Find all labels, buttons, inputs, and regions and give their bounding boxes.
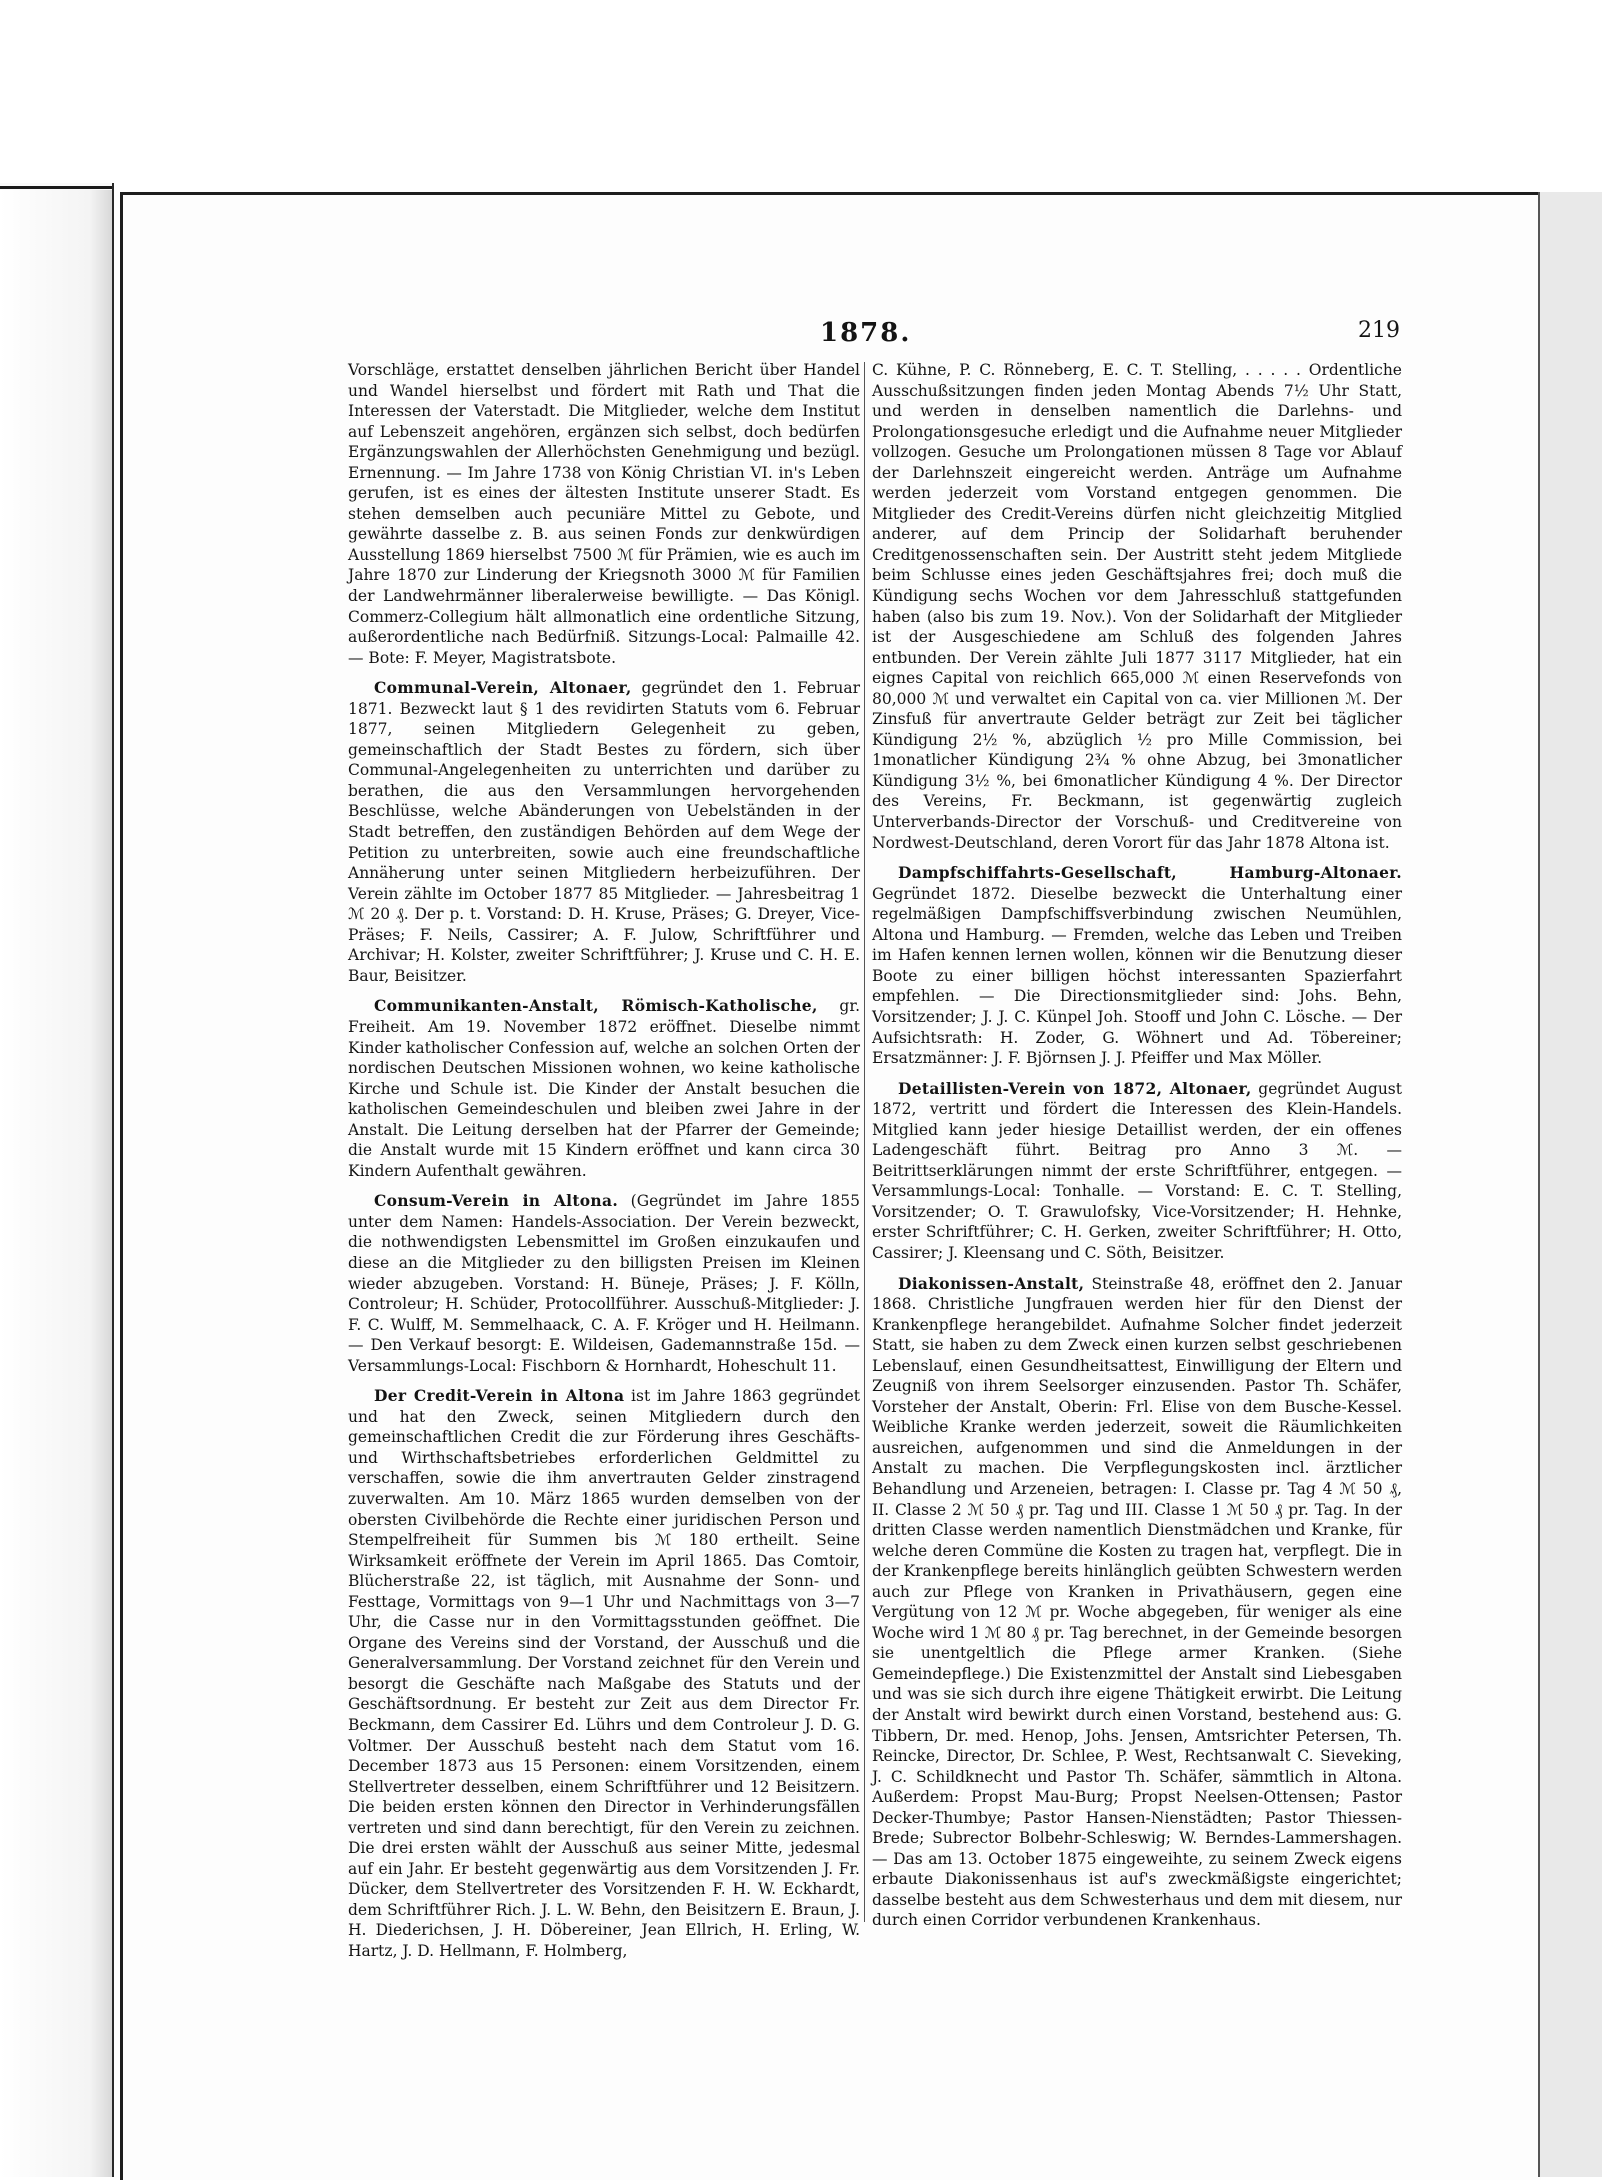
entry-title: Communal-Verein, Altonaer, xyxy=(374,678,632,698)
entry-title: Dampfschiffahrts-Gesellschaft, Hamburg-Altonaer. xyxy=(898,863,1402,883)
entry-consum-verein xyxy=(348,1191,860,1376)
spine-shadow xyxy=(0,190,112,2177)
entry-text: Gegründet 1872. Dieselbe bezweckt die Unterhaltung einer regelmäßigen Dampfschiffsverbindung zwischen Neumühlen, Altona und Hamburg. — Fremden, welche das Leben und Treiben im Hafen kennen lernen wollen, können wir die Benutzung dieser Boote zu einer billigen höchst interessanten Spazierfahrt empfehlen. — Die Directionsmitglieder sind: Johs. Behn, Vorsitzender; J. J. C. Künpel Joh. Stooff und John C. Lösche. — Der Aufsichtsrath: H. Zoder, G. Wöhnert und Ad. Töbereiner; Ersatzmänner: J. F. Björnsen J. J. Pfeiffer und Max Möller. xyxy=(872,884,1402,1068)
page-number: 219 xyxy=(1358,318,1400,343)
entry-continuation xyxy=(872,360,1402,853)
right-column xyxy=(872,360,1402,1940)
left-page-top-edge xyxy=(0,186,112,189)
entry-text: Vorschläge, erstattet denselben jährlichen Bericht über Handel und Wandel hierselbst und fördert mit Rath und That die Interessen der Vaterstadt. Die Mitglieder, welche dem Institut auf Lebenszeit angehören, ergänzen sich selbst, doch bedürfen Ergänzungswahlen der Allerhöchsten Genehmigung und bezügl. Ernennung. — Im Jahre 1738 von König Christian VI. in's Leben gerufen, ist es eines der ältesten Institute unserer Stadt. Es stehen demselben auch pecuniäre Mittel zu Gebote, und gewährte dasselbe z. B. aus seinen Fonds zur denkwürdigen Ausstellung 1869 hierselbst 7500 ℳ für Prämien, wie es auch im Jahre 1870 zur Linderung der Kriegsnoth 3000 ℳ für Familien der Landwehrmänner liberalerweise bewilligte. — Das Königl. Commerz-Collegium hält allmonatlich eine ordentliche Sitzung, außerordentliche nach Bedürfniß. Sitzungs-Local: Palmaille 42. — Bote: F. Meyer, Magistratsbote. xyxy=(348,361,860,667)
entry-title: Der Credit-Verein in Altona xyxy=(374,1386,625,1406)
entry-text: Steinstraße 48, eröffnet den 2. Januar 1868. Christliche Jungfrauen werden hier für den Dienst der Krankenpflege herangebildet. Aufnahme Solcher findet jederzeit Statt, sie haben zu dem Zweck einen kurzen selbst geschriebenen Lebenslauf, einen Gesundheitsattest, Einwilligung der Eltern und Zeugniß von ihrem Seelsorger einzusenden. Pastor Th. Schäfer, Vorsteher der Anstalt, Oberin: Frl. Elise von dem Busche-Kessel. Weibliche Kranke werden jederzeit, soweit die Räumlichkeiten ausreichen, aufgenommen und sind die Anmeldungen in der Anstalt zu machen. Die Verpflegungskosten incl. ärztlicher Behandlung und Arzeneien, betragen: I. Classe pr. Tag 4 ℳ 50 ₰, II. Classe 2 ℳ 50 ₰ pr. Tag und III. Classe 1 ℳ 50 ₰ pr. Tag. In der dritten Classe werden namentlich Dienstmädchen und Kranke, für welche deren Commüne die Kosten zu tragen hat, verpflegt. Die in der Krankenpflege bereits hinlänglich geübten Schwestern werden auch zur Pflege von Kranken in Privathäusern, gegen eine Vergütung von 12 ℳ pr. Woche abgegeben, für weniger als eine Woche wird 1 ℳ 80 ₰ pr. Tag berechnet, in der Gemeinde besorgen sie unentgeltlich die Pflege armer Kranken. (Siehe Gemeindepflege.) Die Existenzmittel der Anstalt sind Liebesgaben und was sie sich durch ihre eigene Thätigkeit erwirbt. Die Leitung der Anstalt wird bewirkt durch einen Vorstand, bestehend aus: G. Tibbern, Dr. med. Henop, Johs. Jensen, Amtsrichter Petersen, Th. Reincke, Director, Dr. Schlee, P. West, Rechtsanwalt C. Sieveking, J. C. Schildknecht und Pastor Th. Schäfer, sämmtlich in Altona. Außerdem: Propst Mau-Burg; Propst Neelsen-Ottensen; Pastor Decker-Thumbye; Pastor Hansen-Nienstädten; Pastor Thiessen-Brede; Subrector Bolbehr-Schleswig; W. Berndes-Lammershagen. — Das am 13. October 1875 eingeweihte, zu seinem Zweck eigens erbaute Diakonissenhaus ist auf's zweckmäßigste eingerichtet; dasselbe besteht aus dem Schwesterhaus und dem mit diesem, nur durch einen Corridor verbundenen Krankenhaus. xyxy=(872,1274,1402,1930)
entry-title: Detaillisten-Verein von 1872, Altonaer, xyxy=(898,1078,1252,1098)
running-header xyxy=(340,318,1400,352)
header-year: 1878. xyxy=(820,318,912,348)
entry-detaillisten-verein xyxy=(872,1079,1402,1264)
entry-dampfschiffahrts-gesellschaft xyxy=(872,863,1402,1068)
entry-communikanten-anstalt xyxy=(348,996,860,1181)
entry-title: Consum-Verein in Altona. xyxy=(374,1191,619,1211)
entry-credit-verein xyxy=(348,1386,860,1961)
entry-text: gegründet August 1872, vertritt und fördert die Interessen des Klein-Handels. Mitglied kann jeder hiesige Detaillist werden, der ein offenes Ladengeschäft führt. Beitrag pro Anno 3 ℳ. — Beitrittserklärungen nimmt der erste Schriftführer, entgegen. — Versammlungs-Local: Tonhalle. — Vorstand: E. C. T. Stelling, Vorsitzender; O. T. Grawulofsky, Vice-Vorsitzender; H. Hehnke, erster Schriftführer; C. H. Gerken, zweiter Schriftführer; H. Otto, Cassirer; J. Kleensang und C. Söth, Beisitzer. xyxy=(872,1079,1402,1262)
left-column xyxy=(348,360,860,1961)
entry-communal-verein xyxy=(348,678,860,986)
right-page-edge xyxy=(1538,192,1602,2177)
entry-text: C. Kühne, P. C. Rönneberg, E. C. T. Stelling, . . . . . Ordentliche Ausschußsitzungen finden jeden Montag Abends 7½ Uhr Statt, und werden in denselben namentlich die Darlehns- und Prolongationsgesuche erledigt und die Aufnahme neuer Mitglieder vollzogen. Gesuche um Prolongationen müssen 8 Tage vor Ablauf der Darlehnszeit eingereicht werden. Anträge um Aufnahme werden jederzeit vom Vorstand entgegen genommen. Die Mitglieder des Credit-Vereins dürfen nicht gleichzeitig Mitglied anderer, auf dem Princip der Solidarhaft beruhender Creditgenossenschaften sein. Der Austritt steht jedem Mitgliede beim Schlusse eines jeden Geschäftsjahres frei; doch muß die Kündigung sechs Wochen vor dem Jahresschluß stattgefunden haben (also bis zum 19. Nov.). Von der Solidarhaft der Mitglieder ist der Ausgeschiedene am Schluß des folgenden Jahres entbunden. Der Verein zählte Juli 1877 3117 Mitglieder, hat ein eignes Capital von reichlich 665,000 ℳ einen Reservefonds von 80,000 ℳ und verwaltet ein Capital von ca. vier Millionen ℳ. Der Zinsfuß für anvertraute Gelder beträgt zur Zeit bei täglicher Kündigung 2½ %, abzüglich ½ pro Mille Commission, bei 1monatlicher Kündigung 2¾ % ohne Abzug, bei 3monatlicher Kündigung 3½ %, bei 6monatlicher Kündigung 4 %. Der Director des Vereins, Fr. Beckmann, ist gegenwärtig zugleich Unterverbands-Director der Vorschuß- und Creditvereine von Nordwest-Deutschland, deren Vorort für das Jahr 1878 Altona ist. xyxy=(872,361,1402,852)
column-divider xyxy=(864,362,865,1922)
entry-text: gr. Freiheit. Am 19. November 1872 eröffnet. Dieselbe nimmt Kinder katholischer Confession auf, welche an solchen Orten der nordischen Deutschen Missionen wohnen, wo keine katholische Kirche und Schule ist. Die Kinder der Anstalt besuchen die katholischen Gemeindeschulen und bleiben zwei Jahre in der Anstalt. Die Leitung derselben hat der Pfarrer der Gemeinde; die Anstalt wurde mit 15 Kindern eröffnet und kann circa 30 Kindern Aufenthalt gewähren. xyxy=(348,997,860,1180)
entry-text: (Gegründet im Jahre 1855 unter dem Namen: Handels-Association. Der Verein bezweckt, die nothwendigsten Lebensmittel im Großen einzukaufen und diese an die Mitglieder zu den billigsten Preisen im Kleinen wieder abzugeben. Vorstand: H. Büneje, Präses; J. F. Kölln, Controleur; H. Schüder, Protocollführer. Ausschuß-Mitglieder: J. F. C. Wulff, M. Semmelhaack, C. A. F. Kröger und H. Heilmann. — Den Verkauf besorgt: E. Wildeisen, Gademannstraße 15d. — Versammlungs-Local: Fischborn & Hornhardt, Hoheschult 11. xyxy=(348,1192,860,1375)
scan-background xyxy=(0,0,1600,175)
entry-title: Communikanten-Anstalt, Römisch-Katholische, xyxy=(374,996,818,1016)
entry-title: Diakonissen-Anstalt, xyxy=(898,1273,1085,1293)
entry-text: ist im Jahre 1863 gegründet und hat den Zweck, seinen Mitgliedern durch den gemeinschaftlichen Credit die zur Förderung ihres Geschäfts- und Wirthschaftsbetriebes erforderlichen Geldmittel zu verschaffen, sowie die ihm anvertrauten Gelder zinstragend zuverwalten. Am 10. März 1865 wurden demselben von der obersten Civilbehörde die Rechte einer juridischen Person und Stempelfreiheit für Summen bis ℳ 180 ertheilt. Seine Wirksamkeit eröffnete der Verein im April 1865. Das Comtoir, Blücherstraße 22, ist täglich, mit Ausnahme der Sonn- und Festtage, Vormittags von 9—1 Uhr und Nachmittags von 3—7 Uhr, die Casse nur in den Vormittagsstunden geöffnet. Die Organe des Vereins sind der Vorstand, der Ausschuß und die Generalversammlung. Der Vorstand zeichnet für den Verein und besorgt die Geschäfte nach Maßgabe des Statuts und der Geschäftsordnung. Er besteht zur Zeit aus dem Director Fr. Beckmann, dem Cassirer Ed. Lührs und dem Controleur J. D. G. Voltmer. Der Ausschuß besteht nach dem Statut vom 16. December 1873 aus 15 Personen: einem Vorsitzenden, einem Stellvertreter desselben, einem Schriftführer und 12 Beisitzern. Die beiden ersten können den Director in Verhinderungsfällen vertreten und sind dann berechtigt, für den Verein zu zeichnen. Die drei ersten wählt der Ausschuß aus seiner Mitte, jedesmal auf ein Jahr. Er besteht gegenwärtig aus dem Vorsitzenden J. Fr. Dücker, dem Stellvertreter des Vorsitzenden F. H. W. Eckhardt, dem Schriftführer Rich. J. L. W. Behn, den Beisitzern E. Braun, J. H. Diederichsen, J. H. Döbereiner, Jean Ellrich, H. Erling, W. Hartz, J. D. Hellmann, F. Holmberg, xyxy=(348,1387,860,1961)
entry-continuation xyxy=(348,360,860,668)
entry-diakonissen-anstalt xyxy=(872,1274,1402,1932)
entry-text: gegründet den 1. Februar 1871. Bezweckt laut § 1 des revidirten Statuts vom 6. Februar 1877, seinen Mitgliedern Gelegenheit zu geben, gemeinschaftlich der Stadt Bestes zu fördern, sich über Communal-Angelegenheiten zu unterrichten und darüber zu berathen, die aus den Versammlungen hervorgehenden Beschlüsse, welche Abänderungen von Uebelständen in der Stadt betreffen, den zuständigen Behörden auf dem Wege der Petition zu unterbreiten, sowie auch eine freundschaftliche Annäherung unter seinen Mitgliedern herbeizuführen. Der Verein zählte im October 1877 85 Mitglieder. — Jahresbeitrag 1 ℳ 20 ₰. Der p. t. Vorstand: D. H. Kruse, Präses; G. Dreyer, Vice-Präses; F. Neils, Cassirer; A. F. Julow, Schriftführer und Archivar; H. Kolster, zweiter Schriftführer; J. Kruse und C. H. E. Baur, Beisitzer. xyxy=(348,679,860,985)
